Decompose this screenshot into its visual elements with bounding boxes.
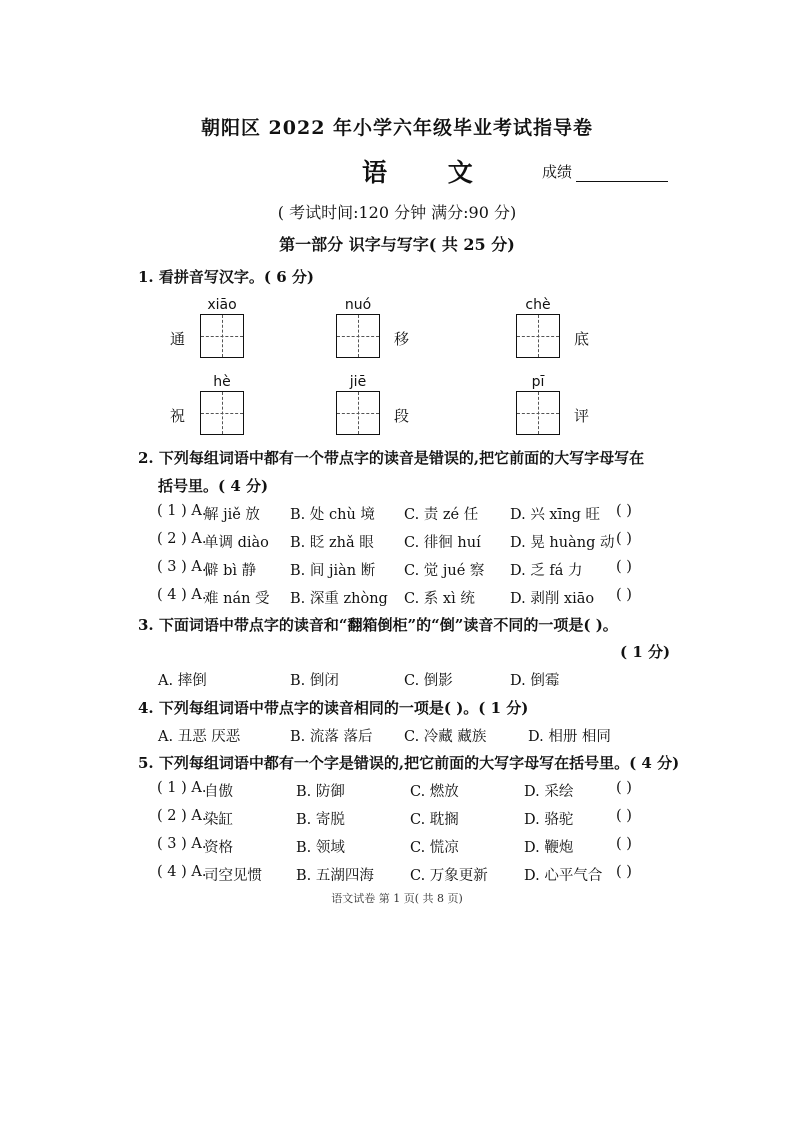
q5-option-d: D. 鞭炮 — [524, 840, 574, 856]
q2-row-num: ( 2 ) A. — [157, 531, 207, 547]
page-footer: 语文试卷 第 1 页( 共 8 页) — [331, 892, 463, 905]
score-field — [542, 161, 668, 182]
q2-row-num: ( 4 ) A. — [157, 587, 207, 603]
q1-char: 移 — [394, 330, 410, 348]
q2-option-d: D. 晃 huàng 动 — [510, 535, 615, 551]
q1-char: 祝 — [170, 407, 186, 425]
q2-stem-cont: 括号里。( 4 分) — [158, 477, 269, 495]
q2-option-a: 难 nán 受 — [204, 591, 270, 607]
q5-option-a: 司空见惯 — [204, 868, 262, 884]
q2-option-b: B. 处 chù 境 — [290, 507, 375, 523]
q4-option-c: C. 冷藏 藏族 — [404, 729, 487, 745]
q1-writing-box[interactable] — [516, 314, 560, 358]
q2-stem: 2. 下列每组词语中都有一个带点字的读音是错误的,把它前面的大写字母写在 — [138, 449, 645, 467]
q5-row-num: ( 4 ) A. — [157, 864, 207, 880]
q2-option-d: D. 乏 fá 力 — [510, 563, 583, 579]
q4-stem: 4. 下列每组词语中带点字的读音相同的一项是( )。( 1 分) — [138, 699, 529, 717]
q5-option-b: B. 寄脱 — [296, 812, 345, 828]
q5-option-a: 资格 — [204, 840, 233, 856]
q2-option-c: C. 徘徊 huí — [404, 535, 481, 551]
score-label: 成绩 — [542, 163, 573, 181]
q2-option-a: 僻 bì 静 — [204, 563, 257, 579]
q5-option-a: 自傲 — [204, 784, 233, 800]
q2-row-num: ( 3 ) A. — [157, 559, 207, 575]
q4-option-b: B. 流落 落后 — [290, 729, 373, 745]
q2-option-b: B. 深重 zhòng — [290, 591, 388, 607]
q2-option-d: D. 兴 xīng 旺 — [510, 507, 600, 523]
q5-stem: 5. 下列每组词语中都有一个字是错误的,把它前面的大写字母写在括号里。( 4 分) — [138, 754, 680, 772]
q1-pinyin: chè — [525, 297, 551, 313]
exam-title: 朝阳区 2022 年小学六年级毕业考试指导卷 — [200, 117, 594, 139]
q1-pinyin: jiē — [349, 374, 367, 390]
q2-option-b: B. 间 jiàn 断 — [290, 563, 376, 579]
q1-char: 段 — [394, 407, 410, 425]
q1-char: 底 — [574, 330, 590, 348]
q2-option-c: C. 觉 jué 察 — [404, 563, 485, 579]
subject-title: 语 文 — [362, 158, 499, 187]
q4-option-d: D. 相册 相同 — [528, 729, 611, 745]
q5-option-a: 染缸 — [204, 812, 233, 828]
q1-pinyin: hè — [213, 374, 231, 390]
q1-writing-box[interactable] — [516, 391, 560, 435]
q4-option-a: A. 丑恶 厌恶 — [158, 729, 241, 745]
answer-parentheses[interactable]: ( ) — [616, 587, 632, 603]
q3-option-a: A. 摔倒 — [158, 673, 207, 689]
q1-writing-box[interactable] — [336, 391, 380, 435]
q3-option-c: C. 倒影 — [404, 673, 453, 689]
q5-option-d: D. 采绘 — [524, 784, 574, 800]
q3-score: ( 1 分) — [620, 643, 671, 661]
answer-parentheses[interactable]: ( ) — [616, 864, 632, 880]
q1-pinyin: xiāo — [207, 297, 237, 313]
q2-option-d: D. 剥削 xiāo — [510, 591, 595, 607]
q1-char: 通 — [170, 330, 186, 348]
q5-option-b: B. 领域 — [296, 840, 345, 856]
q5-option-b: B. 五湖四海 — [296, 868, 374, 884]
q2-option-b: B. 眨 zhǎ 眼 — [290, 535, 374, 551]
q2-option-c: C. 系 xì 统 — [404, 591, 475, 607]
q3-option-b: B. 倒闭 — [290, 673, 339, 689]
q5-option-d: D. 心平气合 — [524, 868, 603, 884]
q2-option-a: 解 jiě 放 — [204, 507, 260, 523]
q3-stem: 3. 下面词语中带点字的读音和“翻箱倒柜”的“倒”读音不同的一项是( )。 — [138, 616, 618, 634]
q1-writing-box[interactable] — [200, 314, 244, 358]
answer-parentheses[interactable]: ( ) — [616, 531, 632, 547]
q5-option-b: B. 防御 — [296, 784, 345, 800]
q1-pinyin: pī — [531, 374, 545, 390]
answer-parentheses[interactable]: ( ) — [616, 780, 632, 796]
answer-parentheses[interactable]: ( ) — [616, 559, 632, 575]
q5-row-num: ( 2 ) A. — [157, 808, 207, 824]
q5-option-c: C. 万象更新 — [410, 868, 488, 884]
answer-parentheses[interactable]: ( ) — [616, 503, 632, 519]
q1-char: 评 — [574, 407, 590, 425]
q1-stem: 1. 看拼音写汉字。( 6 分) — [138, 268, 314, 286]
q2-option-a: 单调 diào — [204, 535, 269, 551]
q2-row-num: ( 1 ) A. — [157, 503, 207, 519]
section-heading: 第一部分 识字与写字( 共 25 分) — [279, 235, 515, 254]
q5-option-c: C. 耽搁 — [410, 812, 459, 828]
q1-writing-box[interactable] — [336, 314, 380, 358]
q1-writing-box[interactable] — [200, 391, 244, 435]
exam-info: ( 考试时间:120 分钟 满分:90 分) — [277, 203, 517, 222]
q5-option-d: D. 骆驼 — [524, 812, 574, 828]
answer-parentheses[interactable]: ( ) — [616, 808, 632, 824]
q5-option-c: C. 燃放 — [410, 784, 459, 800]
q5-row-num: ( 1 ) A. — [157, 780, 207, 796]
answer-parentheses[interactable]: ( ) — [616, 836, 632, 852]
q3-option-d: D. 倒霉 — [510, 673, 560, 689]
q1-pinyin: nuó — [344, 297, 372, 313]
score-blank — [576, 165, 668, 182]
q5-option-c: C. 慌凉 — [410, 840, 459, 856]
q5-row-num: ( 3 ) A. — [157, 836, 207, 852]
q2-option-c: C. 责 zé 任 — [404, 507, 479, 523]
